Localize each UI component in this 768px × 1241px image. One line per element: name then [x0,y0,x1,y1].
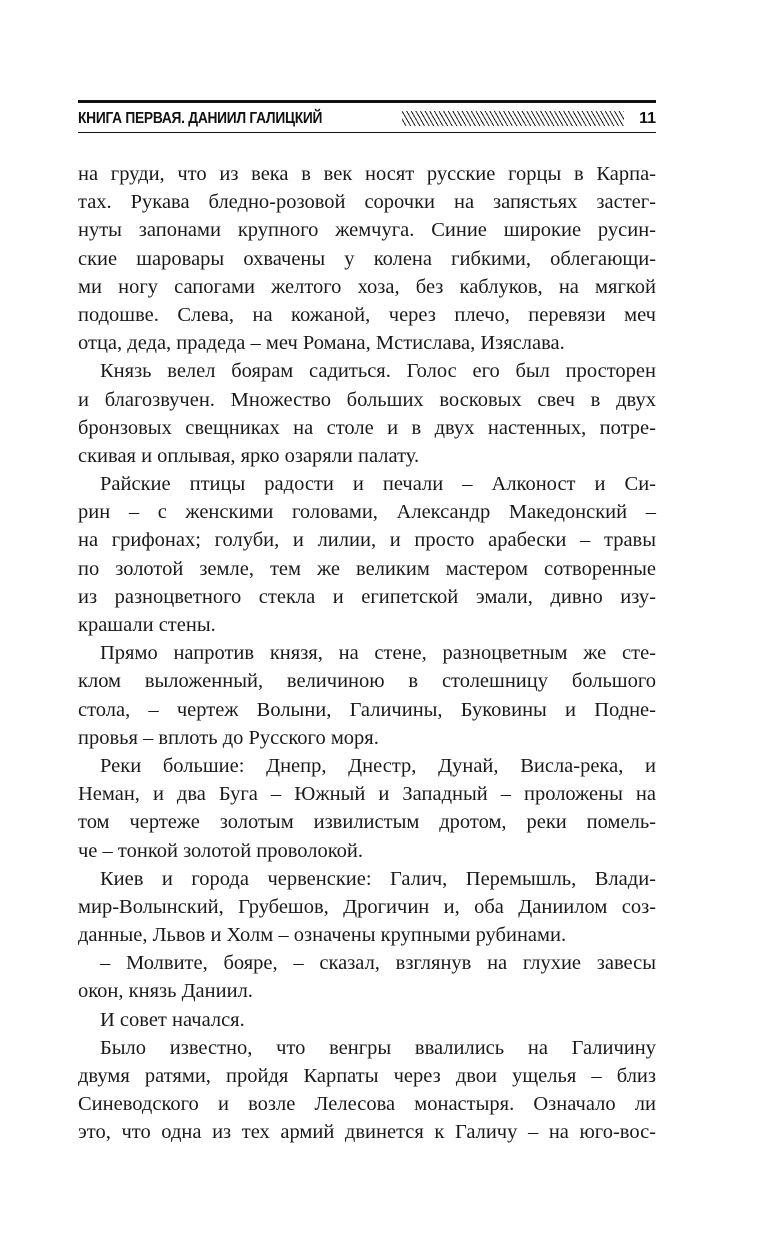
text-line: клом выложенный, величиною в столешницу большого [78,670,656,693]
text-line: на груди, что из века в век носят русские горцы в Карпа- [78,163,656,185]
text-line: Князь велел боярам садиться. Голос его был просторен [100,360,656,383]
text-line: по золотой земле, тем же великим мастером сотворенные [78,557,656,580]
paragraph [78,752,656,865]
page-number: 11 [639,110,656,127]
text-line: ские шаровары охвачены у колена гибкими, облегающи- [78,247,656,270]
paragraph [78,639,656,752]
text-line: провья – вплоть до Русского моря. [78,726,379,749]
header-rule-bottom [78,132,656,133]
text-line: подошве. Слева, на кожаной, через плечо, перевязи меч [78,303,656,326]
text-line: крашали стены. [78,614,216,636]
text-line: это, что одна из тех армий двинется к Галичу – на юго-вос- [78,1121,656,1144]
paragraph [78,160,656,357]
text-line: тах. Рукава бледно-розовой сорочки на запястьях застег- [78,191,656,214]
text-line: скивая и оплывая, ярко озаряли палату. [78,444,420,467]
text-line: – Молвите, бояре, – сказал, взглянув на глухие завесы [100,952,656,975]
text-line: че – тонкой золотой проволокой. [78,839,364,862]
text-line: и благозвучен. Множество больших восковых свеч в двух [78,388,656,411]
paragraph [78,1034,656,1147]
text-line: Реки большие: Днепр, Днестр, Дунай, Висла-река, и [100,754,656,777]
text-line: Синеводского и возле Лелесова монастыря. Означало ли [78,1093,656,1116]
text-line: том чертеже золотым извилистым дротом, реки помель- [78,811,656,834]
text-line: мир-Волынский, Грубешов, Дрогичин и, оба Даниилом соз- [78,895,656,918]
text-line: на грифонах; голуби, и лилии, и просто арабески – травы [78,529,656,552]
text-line: Райские птицы радости и печали – Алконост и Си- [100,473,656,496]
text-line: рин – с женскими головами, Александр Македонский – [78,501,656,524]
text-line: Киев и города червенские: Галич, Перемышль, Влади- [100,867,656,890]
text-line: данные, Львов и Холм – означены крупными рубинами. [78,924,567,947]
book-title-header: КНИГА ПЕРВАЯ. ДАНИИЛ ГАЛИЦКИЙ [78,110,323,127]
text-line: Прямо напротив князя, на стене, разноцветным же сте- [100,642,656,665]
paragraph [78,1006,656,1034]
text-line: двумя ратями, пройдя Карпаты через двои ущелья – близ [78,1065,656,1087]
paragraph [78,357,656,470]
paragraph [78,949,656,1005]
paragraph [78,470,656,639]
body-text [78,160,656,1147]
text-line: окон, князь Даниил. [78,980,253,1003]
running-head [78,100,656,136]
text-line: И совет начался. [100,1008,245,1031]
text-line: стола, – чертеж Волыни, Галичины, Буковины и Подне- [78,698,656,721]
header-rule-top [78,100,656,103]
text-line: бронзовых свещниках на столе и в двух настенных, потре- [78,416,656,439]
text-line: отца, деда, прадеда – меч Романа, Мстислава, Изяслава. [78,332,565,355]
text-line: ми ногу сапогами желтого хоза, без каблуков, на мягкой [78,275,656,298]
paragraph [78,865,656,950]
text-line: Было известно, что венгры ввалились на Галичину [100,1036,656,1059]
decorative-hatch-ornament [402,111,624,126]
text-line: из разноцветного стекла и египетской эмали, дивно изу- [78,585,656,608]
text-line: нуты запонами крупного жемчуга. Синие широкие русин- [78,219,656,242]
text-line: Неман, и два Буга – Южный и Западный – проложены на [78,783,656,806]
